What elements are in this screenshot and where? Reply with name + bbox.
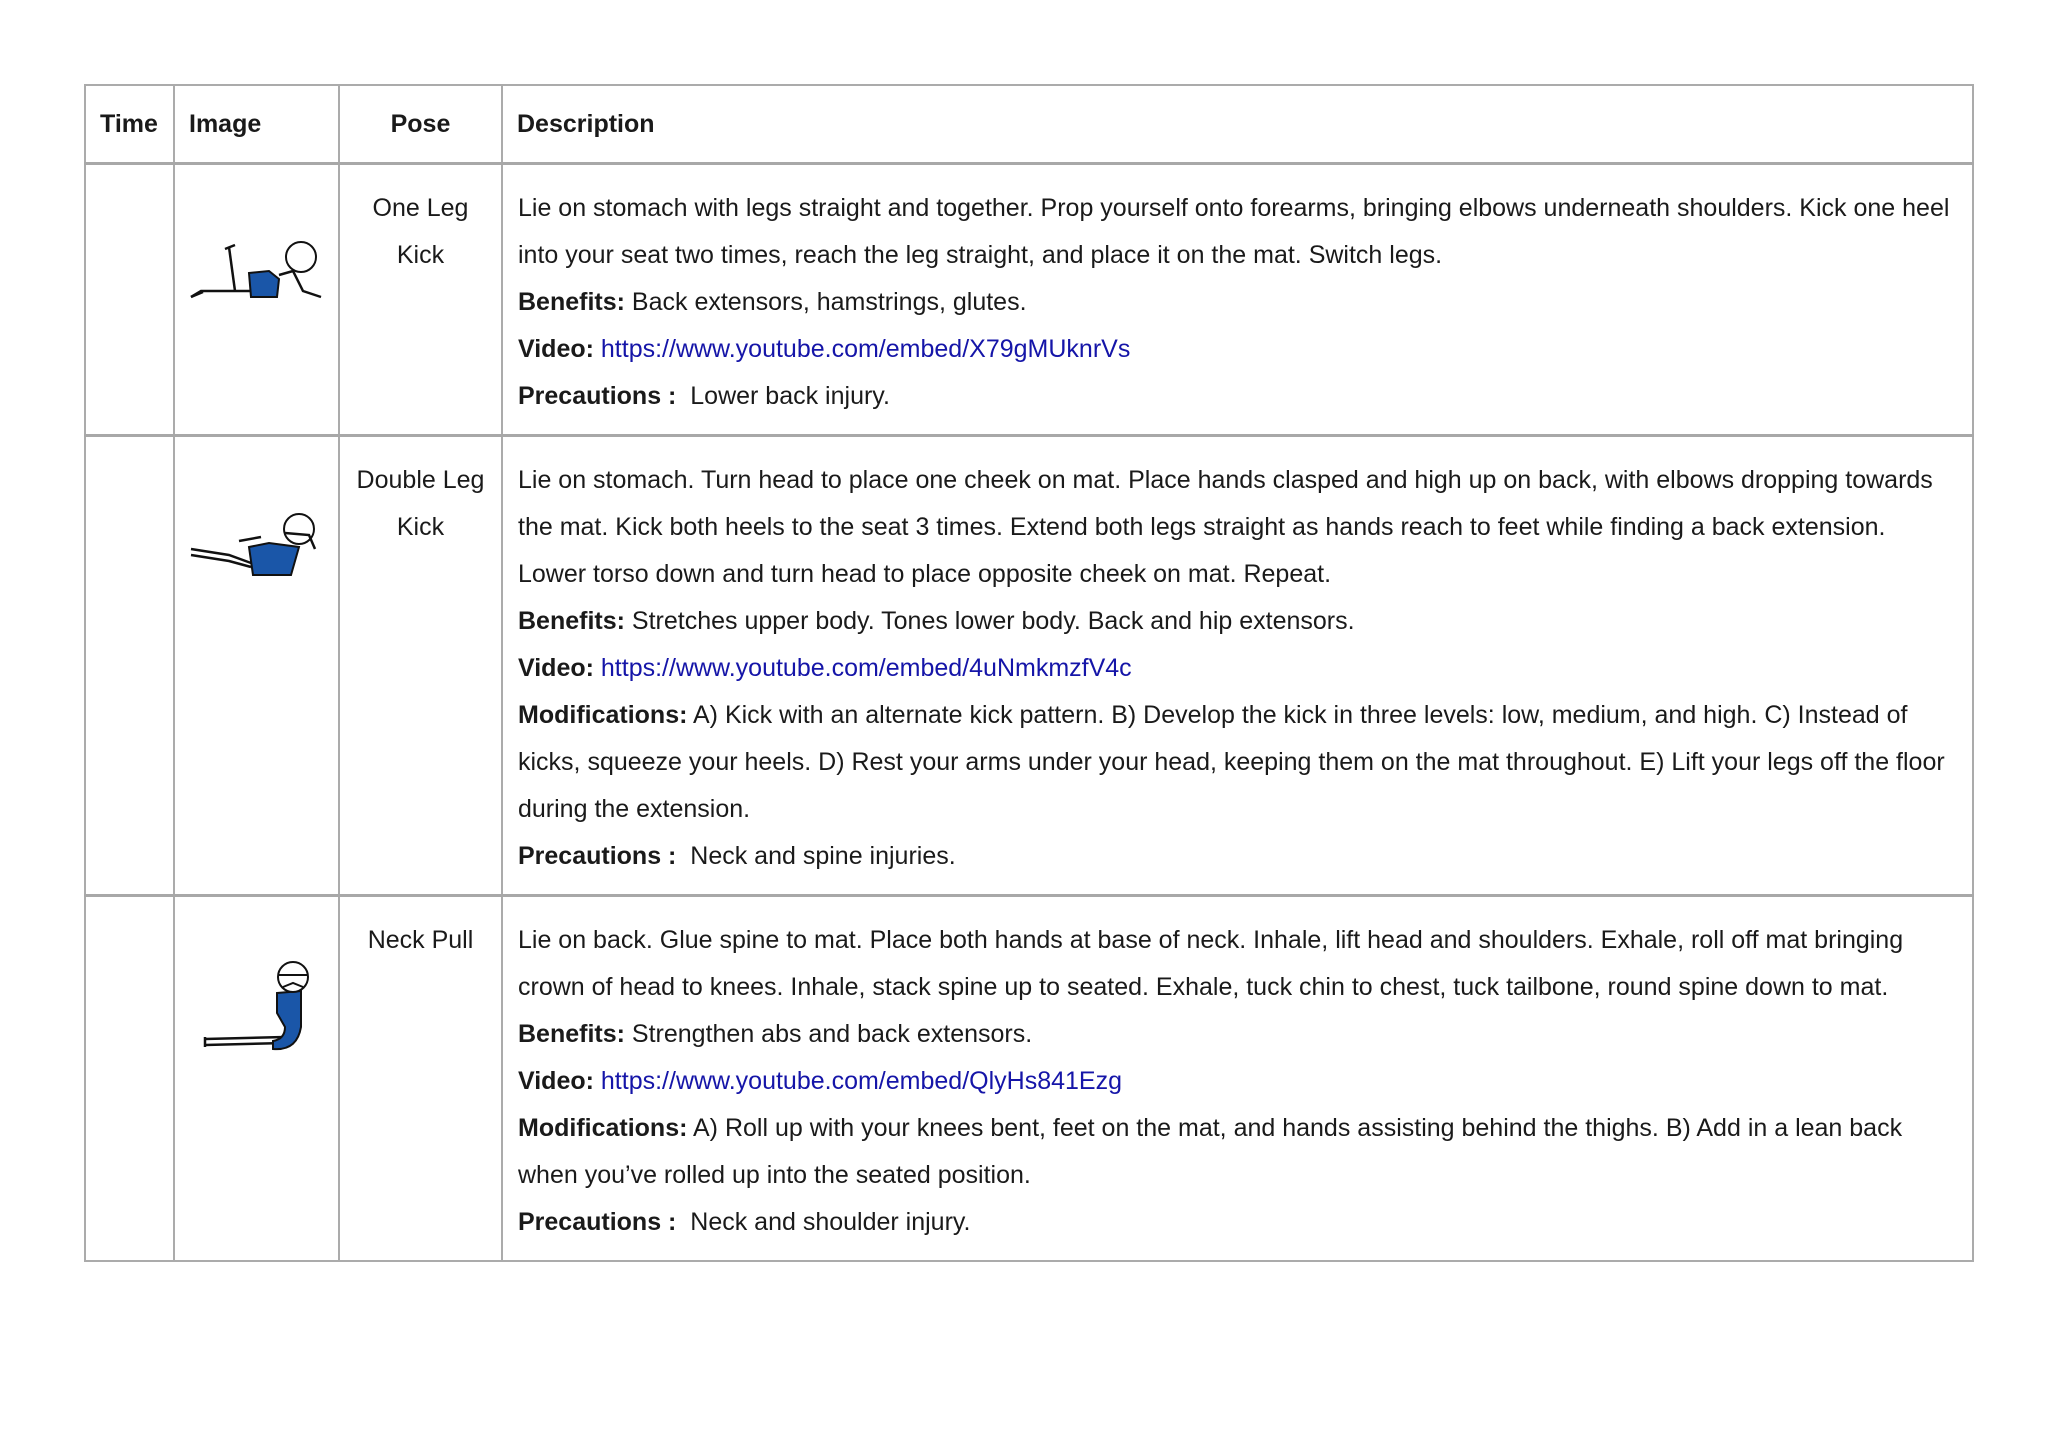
pose-table: [84, 84, 1974, 1262]
video-line: [518, 1058, 1958, 1105]
benefits-line: [518, 598, 1958, 645]
benefits-label: Benefits:: [518, 1020, 625, 1048]
precautions-line: [518, 1199, 1958, 1246]
header-pose: Pose: [339, 85, 502, 164]
description-cell: [502, 896, 1973, 1262]
modifications-text: A) Kick with an alternate kick pattern. B) Develop the kick in three levels: low, medium, and high. C) Instead of kicks, squeeze your heels. D) Rest your arms under your head, keeping them on the mat throughout. E) Lift your legs off the floor during the extension.: [518, 701, 1945, 823]
time-cell: [85, 164, 174, 436]
precautions-text: Neck and spine injuries.: [676, 842, 956, 870]
video-link[interactable]: https://www.youtube.com/embed/4uNmkmzfV4c: [600, 654, 1132, 682]
image-cell: [174, 164, 339, 436]
benefits-line: [518, 279, 1958, 326]
description-text: Lie on back. Glue spine to mat. Place both hands at base of neck. Inhale, lift head and shoulders. Exhale, roll off mat bringing crown of head to knees. Inhale, stack spine up to seated. Exhale, tuck chin to chest, tuck tailbone, round spine down to mat.: [518, 926, 1904, 1001]
double-leg-kick-figure-icon: [189, 503, 329, 593]
precautions-line: [518, 373, 1958, 420]
description-cell: [502, 436, 1973, 896]
modifications-label: Modifications:: [518, 701, 688, 729]
description-cell: [502, 164, 1973, 436]
benefits-text: Stretches upper body. Tones lower body. Back and hip extensors.: [624, 607, 1355, 635]
header-image: Image: [174, 85, 339, 164]
table-row: [85, 436, 1973, 896]
video-label: Video:: [518, 335, 594, 363]
one-leg-kick-figure-icon: [189, 235, 329, 321]
benefits-text: Back extensors, hamstrings, glutes.: [624, 288, 1027, 316]
video-link[interactable]: https://www.youtube.com/embed/QlyHs841Ezg: [600, 1067, 1122, 1095]
video-line: [518, 645, 1958, 692]
video-link[interactable]: https://www.youtube.com/embed/X79gMUknrVs: [600, 335, 1131, 363]
header-description: Description: [502, 85, 1973, 164]
benefits-line: [518, 1011, 1958, 1058]
time-cell: [85, 896, 174, 1262]
time-cell: [85, 436, 174, 896]
pose-name: Neck Pull: [339, 896, 502, 1262]
table-row: [85, 164, 1973, 436]
neck-pull-figure-icon: [189, 947, 329, 1057]
precautions-label: Precautions :: [518, 842, 677, 870]
benefits-text: Strengthen abs and back extensors.: [624, 1020, 1033, 1048]
header-time: Time: [85, 85, 174, 164]
modifications-text: A) Roll up with your knees bent, feet on the mat, and hands assisting behind the thighs. B) Add in a lean back when you’ve rolled up into the seated position.: [518, 1114, 1903, 1189]
video-label: Video:: [518, 1067, 594, 1095]
header-row: [85, 85, 1973, 164]
image-cell: [174, 896, 339, 1262]
video-line: [518, 326, 1958, 373]
pose-name: One Leg Kick: [339, 164, 502, 436]
benefits-label: Benefits:: [518, 288, 625, 316]
description-text: Lie on stomach. Turn head to place one cheek on mat. Place hands clasped and high up on back, with elbows dropping towards the mat. Kick both heels to the seat 3 times. Extend both legs straight as hands reach to feet while finding a back extension. Lower torso down and turn head to place opposite cheek on mat. Repeat.: [518, 466, 1933, 588]
table-row: [85, 896, 1973, 1262]
modifications-label: Modifications:: [518, 1114, 688, 1142]
description-text: Lie on stomach with legs straight and together. Prop yourself onto forearms, bringing elbows underneath shoulders. Kick one heel into your seat two times, reach the leg straight, and place it on the mat. Switch legs.: [518, 194, 1950, 269]
exercise-sheet: [84, 84, 1972, 1262]
image-cell: [174, 436, 339, 896]
precautions-text: Neck and shoulder injury.: [676, 1208, 971, 1236]
video-label: Video:: [518, 654, 594, 682]
benefits-label: Benefits:: [518, 607, 625, 635]
precautions-text: Lower back injury.: [676, 382, 890, 410]
precautions-label: Precautions :: [518, 382, 677, 410]
pose-name: Double Leg Kick: [339, 436, 502, 896]
modifications-line: [518, 1105, 1958, 1199]
precautions-line: [518, 833, 1958, 880]
precautions-label: Precautions :: [518, 1208, 677, 1236]
modifications-line: [518, 692, 1958, 833]
